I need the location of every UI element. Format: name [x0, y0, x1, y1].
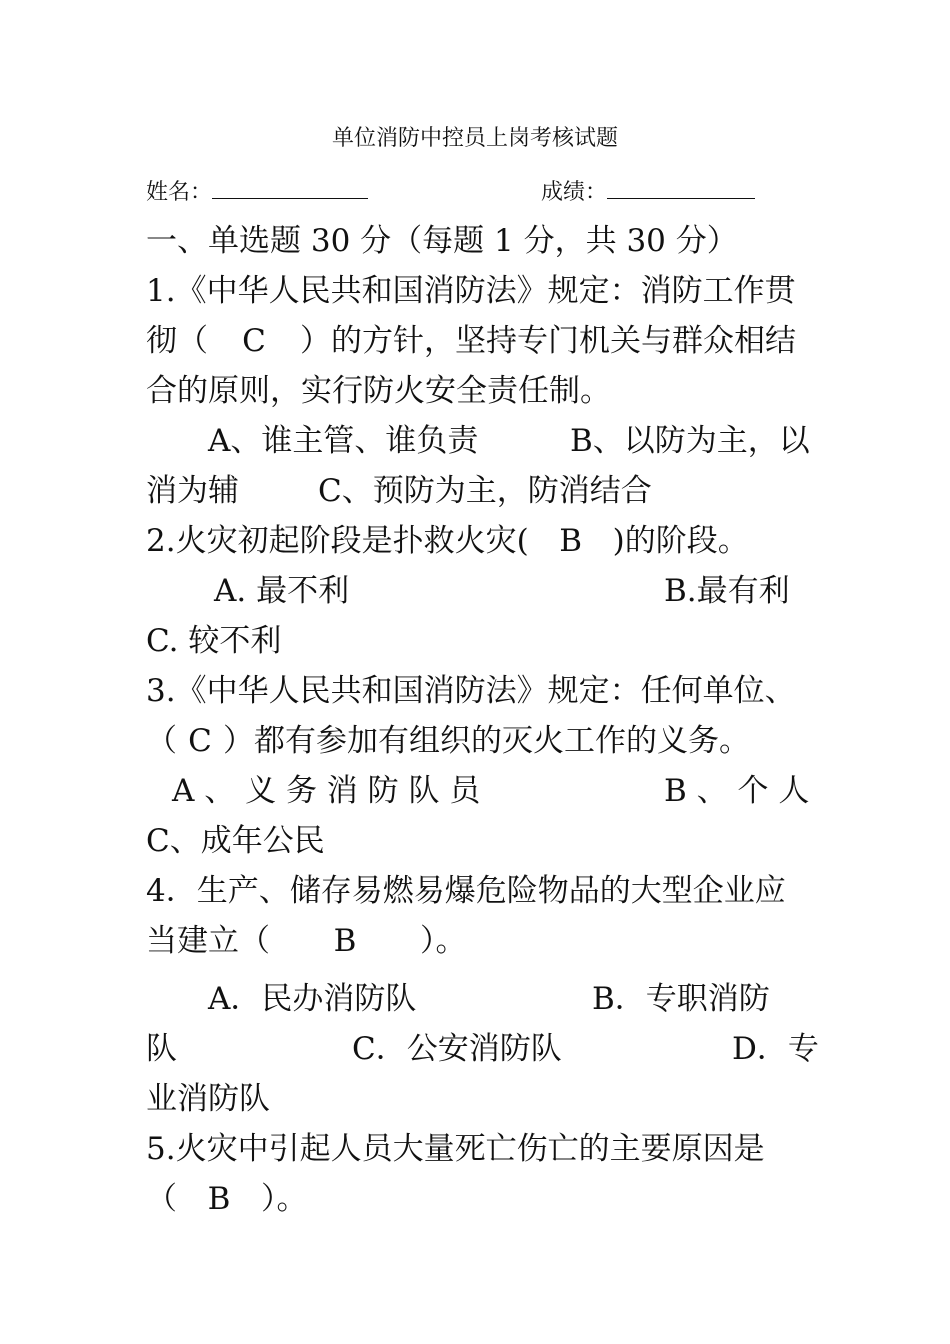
q1-option-c: C、预防为主，防消结合 — [318, 473, 652, 509]
q4-answer: B — [333, 923, 357, 959]
q2-option-b: B.最有利 — [664, 573, 790, 609]
score-blank — [607, 178, 755, 199]
q4-option-d-continued: 业消防队 — [146, 1081, 270, 1117]
q1-line-2 — [146, 323, 796, 359]
q5-line-2 — [146, 1181, 308, 1217]
q3-stem-start: （ — [146, 723, 177, 759]
q4-line-1: 4．生产、储存易燃易爆危险物品的大型企业应 — [146, 873, 786, 909]
section-heading: 一、单选题 30 分（每题 1 分，共 30 分） — [146, 223, 738, 259]
q4-option-a: A．民办消防队 — [208, 981, 417, 1017]
q4-line-2 — [146, 923, 467, 959]
q1-stem-end: ）的方针，坚持专门机关与群众相结 — [300, 323, 796, 359]
q1-option-a: A、谁主管、谁负责 — [208, 423, 479, 459]
q3-answer: C — [188, 723, 212, 759]
q2-stem-end: )的阶段。 — [612, 523, 749, 559]
q2-line-1 — [146, 523, 749, 559]
q5-answer: B — [207, 1181, 231, 1217]
q2-answer: B — [559, 523, 583, 559]
name-blank — [212, 178, 368, 199]
q5-stem-start: （ — [146, 1181, 177, 1217]
score-field — [541, 178, 755, 204]
q1-line-3: 合的原则，实行防火安全责任制。 — [146, 373, 611, 409]
q2-option-c: C. 较不利 — [146, 623, 282, 659]
q3-option-a: A 、 义 务 消 防 队 员 — [172, 773, 481, 809]
q4-option-d: D．专 — [732, 1031, 819, 1067]
document-title: 单位消防中控员上岗考核试题 — [331, 126, 618, 151]
q3-option-c: C、成年公民 — [146, 823, 325, 859]
q3-line-2 — [146, 723, 750, 759]
name-label: 姓名： — [146, 180, 213, 205]
q1-stem-start: 彻（ — [146, 323, 208, 359]
q3-stem-end: ）都有参加有组织的灭火工作的义务。 — [223, 723, 750, 759]
q4-stem-end: ）。 — [420, 923, 467, 959]
score-label: 成绩： — [541, 180, 608, 205]
q4-stem-start: 当建立（ — [146, 923, 270, 959]
q4-option-c: C．公安消防队 — [352, 1031, 562, 1067]
q5-stem-end: ）。 — [261, 1181, 308, 1217]
q1-line-1: 1.《中华人民共和国消防法》规定：消防工作贯 — [146, 273, 796, 309]
q1-answer: C — [242, 323, 266, 359]
q4-option-b-continued: 队 — [146, 1031, 177, 1067]
q2-stem-start: 2.火灾初起阶段是扑救火灾( — [146, 523, 529, 559]
q4-option-b: B．专职消防 — [592, 981, 770, 1017]
q3-line-1: 3.《中华人民共和国消防法》规定：任何单位、 — [146, 673, 796, 709]
q2-option-a: A. 最不利 — [214, 573, 350, 609]
q1-option-b-continued: 消为辅 — [146, 473, 239, 509]
q3-option-b: B 、 个 人 — [664, 773, 810, 809]
name-field — [146, 178, 368, 204]
q1-option-b: B、以防为主，以 — [570, 423, 810, 459]
q5-line-1: 5.火灾中引起人员大量死亡伤亡的主要原因是 — [146, 1131, 765, 1167]
